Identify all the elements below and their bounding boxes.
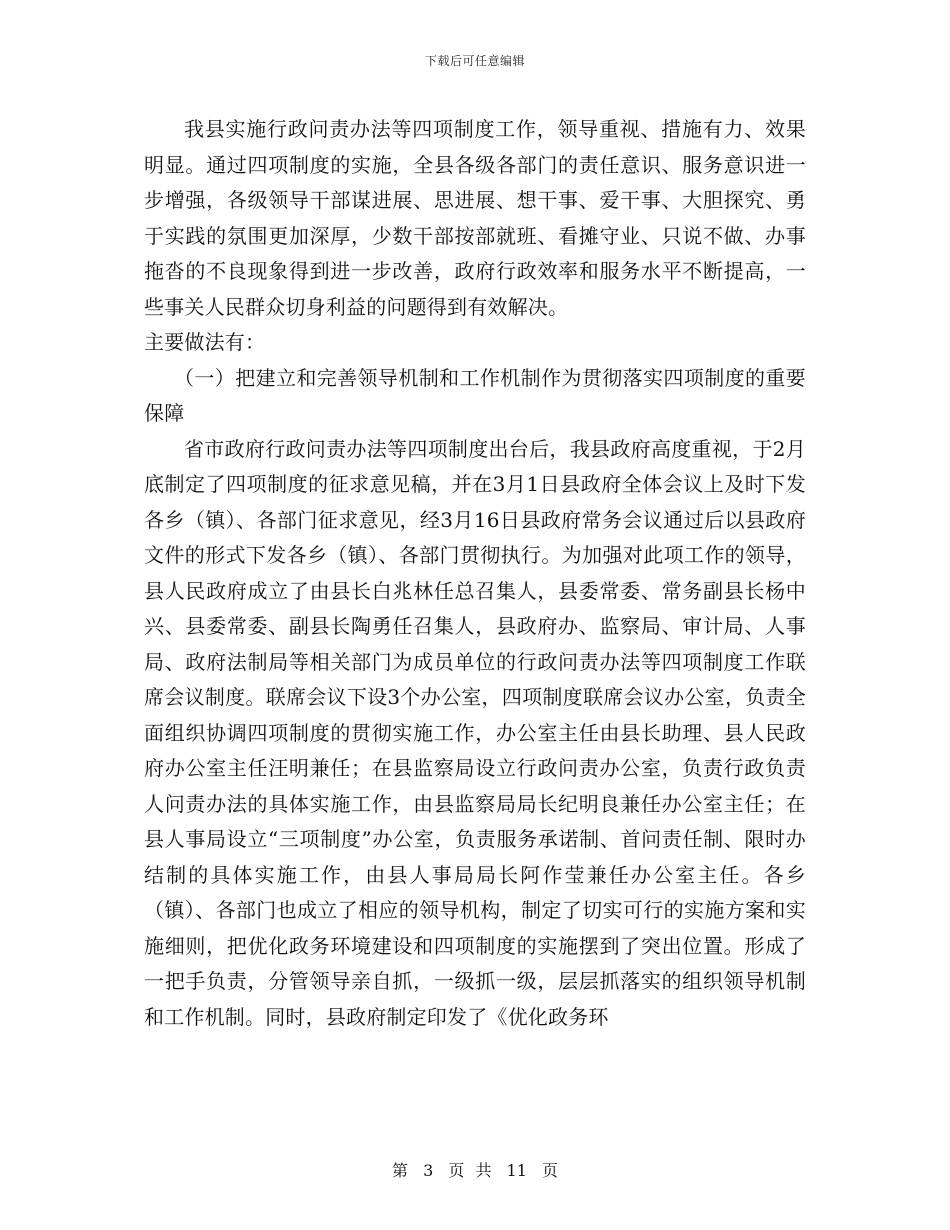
paragraph-intro: 我县实施行政问责办法等四项制度工作，领导重视、措施有力、效果明显。通过四项制度的实施，全县各级各部门的责任意识、服务意识进一步增强，各级领导干部谋进展、思进展、想干事、爱干事、大胆探究、勇于实践的氛围更加深厚，少数干部按部就班、看摊守业、只说不做、办事拖沓的不良现象得到进一步改善，政府行政效率和服务水平不断提高，一些事关人民群众切身利益的问题得到有效解决。 <box>144 117 806 319</box>
page-header: 下载后可任意编辑 <box>424 54 525 68</box>
footer-total-pages: 11 <box>506 1161 527 1180</box>
footer-middle: 页 共 <box>448 1161 492 1180</box>
section-heading-1: （一）把建立和完善领导机制和工作机制作为贯彻落实四项制度的重要保障 <box>144 365 806 425</box>
footer-prefix: 第 <box>391 1161 408 1180</box>
footer-page-number: 3 <box>423 1161 434 1180</box>
paragraph-body: 省市政府行政问责办法等四项制度出台后，我县政府高度重视，于2月底制定了四项制度的征求意见稿，并在3月1日县政府全体会议上及时下发各乡（镇）、各部门征求意见，经3月16日县政府常务会议通过后以县政府文件的形式下发各乡（镇）、各部门贯彻执行。为加强对此项工作的领导，县人民政府成立了由县长白兆林任总召集人，县委常委、常务副县长杨中兴、县委常委、副县长陶勇任召集人，县政府办、监察局、审计局、人事局、政府法制局等相关部门为成员单位的行政问责办法等四项制度工作联席会议制度。联席会议下设3个办公室，四项制度联席会议办公室，负责全面组织协调四项制度的贯彻实施工作，办公室主任由县长助理、县人民政府办公室主任汪明兼任；在县监察局设立行政问责办公室，负责行政负责人问责办法的具体实施工作，由县监察局局长纪明良兼任办公室主任；在县人事局设立“三项制度”办公室，负责服务承诺制、首问责任制、限时办结制的具体实施工作，由县人事局局长阿作莹兼任办公室主任。各乡（镇）、各部门也成立了相应的领导机构，制定了切实可行的实施方案和实施细则，把优化政务环境建设和四项制度的实施摆到了突出位置。形成了一把手负责，分管领导亲自抓，一级抓一级，层层抓落实的组织领导机制和工作机制。同时，县政府制定印发了《优化政务环 <box>144 436 806 1029</box>
document-body <box>144 112 806 1035</box>
footer-suffix: 页 <box>542 1161 559 1180</box>
paragraph-methods-lead: 主要做法有： <box>144 330 266 354</box>
page-footer <box>0 1158 950 1181</box>
